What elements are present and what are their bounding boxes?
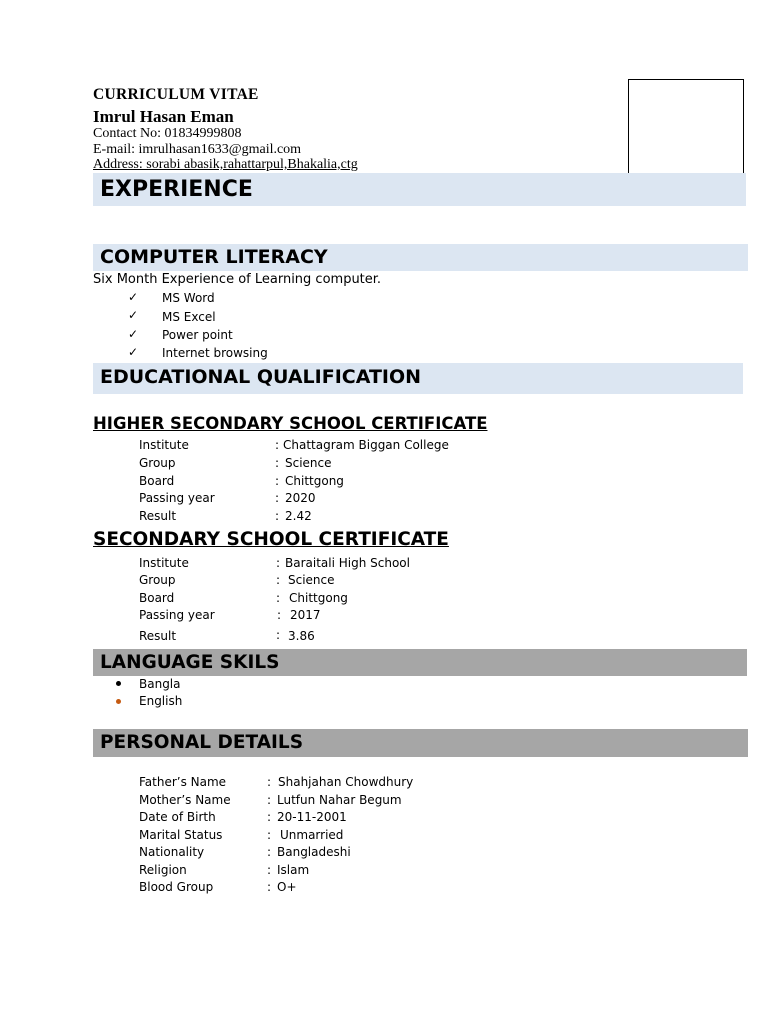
hsc-value: 2.42	[285, 509, 312, 523]
candidate-name: Imrul Hasan Eman	[93, 107, 234, 126]
postal-address: Address: sorabi abasik,rahattarpul,Bhakalia,ctg	[93, 157, 358, 172]
personal-value: Bangladeshi	[277, 845, 351, 859]
hsc-heading: HIGHER SECONDARY SCHOOL CERTIFICATE	[93, 414, 488, 433]
document-title: CURRICULUM VITAE	[93, 86, 259, 103]
separator: :	[267, 775, 272, 789]
email-address: E-mail: imrulhasan1633@gmail.com	[93, 142, 302, 157]
ssc-value: Baraitali High School	[285, 556, 410, 570]
separator: :	[267, 828, 272, 842]
language-item: English	[139, 694, 183, 708]
separator: :	[275, 491, 280, 505]
separator: :	[275, 456, 280, 470]
skill-item: Internet browsing	[162, 346, 268, 360]
section-experience	[93, 173, 746, 206]
separator: :	[276, 573, 281, 587]
section-educational-qualification-title: EDUCATIONAL QUALIFICATION	[100, 366, 422, 388]
personal-label: Mother’s Name	[139, 793, 231, 807]
section-language-skills-title: LANGUAGE SKILS	[100, 652, 280, 673]
separator: :	[275, 438, 280, 452]
section-personal-details	[93, 729, 748, 757]
personal-value: Lutfun Nahar Begum	[277, 793, 402, 807]
photo-placeholder	[628, 79, 744, 186]
personal-value: O+	[277, 880, 297, 894]
ssc-value: Science	[288, 573, 335, 587]
section-educational-qualification	[93, 363, 743, 394]
skill-item: MS Excel	[162, 310, 216, 324]
personal-label: Religion	[139, 863, 187, 877]
check-icon: ✓	[128, 308, 139, 322]
personal-label: Date of Birth	[139, 810, 216, 824]
personal-label: Blood Group	[139, 880, 214, 894]
personal-value: 20-11-2001	[277, 810, 347, 824]
bullet-icon	[116, 699, 121, 704]
section-language-skills	[93, 649, 747, 676]
personal-value: Islam	[277, 863, 310, 877]
ssc-value: 3.86	[288, 629, 315, 643]
separator: :	[267, 810, 272, 824]
section-personal-details-title: PERSONAL DETAILS	[100, 732, 304, 753]
ssc-label: Result	[139, 629, 177, 643]
hsc-value: Science	[285, 456, 332, 470]
personal-value: Unmarried	[280, 828, 344, 842]
ssc-value: Chittgong	[289, 591, 348, 605]
ssc-label: Institute	[139, 556, 189, 570]
ssc-label: Group	[139, 573, 176, 587]
ssc-label: Passing year	[139, 608, 215, 622]
separator: :	[276, 591, 281, 605]
ssc-value: 2017	[290, 608, 321, 622]
separator: :	[267, 863, 272, 877]
personal-value: Shahjahan Chowdhury	[278, 775, 414, 789]
hsc-label: Institute	[139, 438, 189, 452]
hsc-label: Result	[139, 509, 177, 523]
separator: :	[277, 608, 282, 622]
personal-label: Father’s Name	[139, 775, 227, 789]
hsc-label: Passing year	[139, 491, 215, 505]
computer-literacy-intro: Six Month Experience of Learning computer.	[93, 272, 382, 287]
separator: :	[267, 793, 272, 807]
language-item: Bangla	[139, 677, 181, 691]
skill-item: MS Word	[162, 291, 215, 305]
separator: :	[275, 474, 280, 488]
check-icon: ✓	[128, 345, 139, 359]
separator: :	[276, 556, 281, 570]
separator: :	[267, 845, 272, 859]
bullet-icon	[116, 681, 121, 686]
separator: :	[276, 628, 281, 642]
hsc-value: 2020	[285, 491, 316, 505]
contact-number: Contact No: 01834999808	[93, 126, 242, 141]
hsc-label: Group	[139, 456, 176, 470]
ssc-heading: SECONDARY SCHOOL CERTIFICATE	[93, 529, 449, 550]
hsc-value: Chattagram Biggan College	[283, 438, 449, 452]
ssc-label: Board	[139, 591, 175, 605]
check-icon: ✓	[128, 327, 139, 341]
hsc-value: Chittgong	[285, 474, 344, 488]
skill-item: Power point	[162, 328, 233, 342]
check-icon: ✓	[128, 290, 139, 304]
personal-label: Nationality	[139, 845, 205, 859]
section-computer-literacy	[93, 244, 748, 271]
personal-label: Marital Status	[139, 828, 223, 842]
hsc-label: Board	[139, 474, 175, 488]
section-experience-title: EXPERIENCE	[100, 177, 253, 202]
section-computer-literacy-title: COMPUTER LITERACY	[100, 246, 328, 268]
separator: :	[275, 509, 280, 523]
separator: :	[267, 880, 272, 894]
